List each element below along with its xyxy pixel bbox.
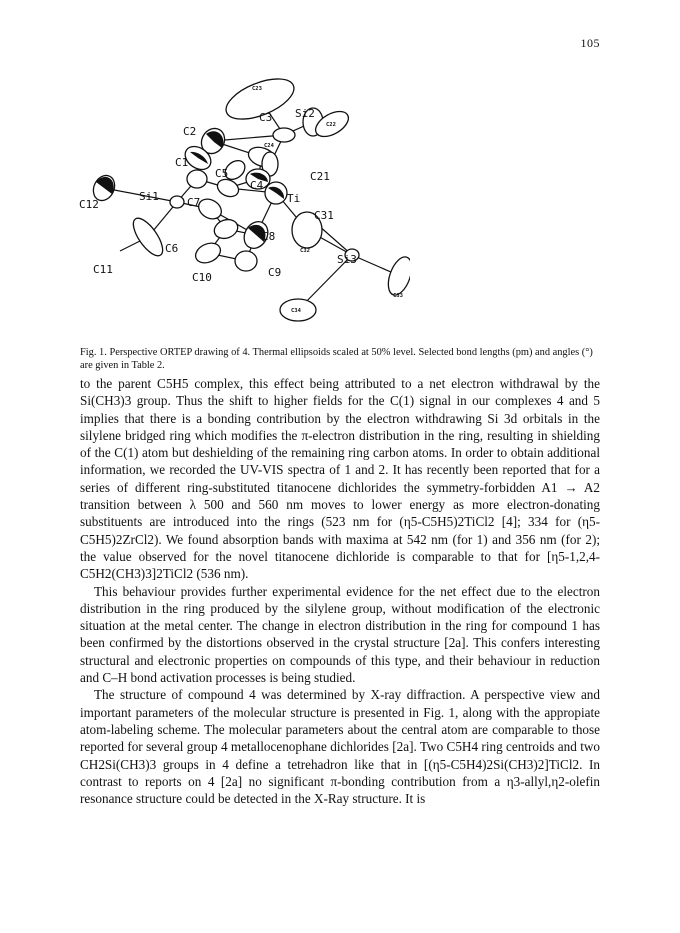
atom-label-c5: C5 [215, 167, 229, 180]
atom-label-c32: C32 [300, 248, 310, 254]
atom-label-c23: C23 [252, 86, 262, 92]
atom-label-c22: C22 [326, 122, 336, 128]
atom-label-si1: Si1 [139, 190, 159, 203]
figure-caption: Fig. 1. Perspective ORTEP drawing of 4. Thermal ellipsoids scaled at 50% level. Selected bond lengths (pm) and angles (°) are given in Table 2. [80, 347, 593, 371]
atom-label-c33: C33 [393, 293, 403, 299]
atom-label-c6: C6 [165, 242, 179, 255]
paragraph: The structure of compound 4 was determined by X-ray diffraction. A perspective view and important parameters of the molecular structure is presented in Fig. 1, along with the appropiate atom-labeling scheme. The molecular parameters about the central atom are comparable to those reported for several group 4 metallocenophane dichlorides [2a]. Two C5H4 ring centroids and two CH2Si(CH3)3 groups in 4 define a tetrehadron like that in [(η5-C5H4)2Si(CH3)2]TiCl2. In contrast to reports on 4 [2a] no significant π-bonding contribution from a η3-allyl,η2-olefin resonance structure could be detected in the X-Ray structure. It is [80, 687, 600, 807]
paragraph: to the parent C5H5 complex, this effect being attributed to a net electron withdrawal by the Si(CH3)3 group. Thus the shift to higher fields for the C(1) signal in our complexes 4 and 5 implies that there is a bonding contribution by the electron withdrawing Si 3d orbitals in the silylene bridged ring which modifies the π-electron distribution in the ring, resulting in shielding of the C(1) atom but deshielding of the remaining ring carbon atoms. In order to obtain additional information, we recorded the UV-VIS spectra of 1 and 2. It has recently been reported that for a series of different ring-substituted titanocene dichlorides the symmetry-forbidden A1 → A2 transition between λ 500 and 560 nm moves to lower energy as more electron-donating substituents are introduced into the rings (523 nm for (η5-C5H5)2TiCl2 [4]; 334 for (η5-C5H5)2ZrCl2). We found absorption bands with maxima at 542 nm (for 1) and 356 nm (for 2); the value observed for the novel titanocene dichloride is comparable to that for [η5-1,2,4-C5H2(CH3)3]2TiCl2 (536 nm). [80, 376, 600, 582]
atom-label-c2: C2 [183, 125, 197, 138]
atom-label-c11: C11 [93, 263, 113, 276]
atom-label-c21: C21 [310, 170, 330, 183]
atom-label-c9: C9 [268, 266, 282, 279]
atom-label-ti: Ti [287, 192, 301, 205]
atom-label-c12: C12 [79, 198, 99, 211]
atom-label-c4: C4 [250, 179, 264, 192]
atom-label-c31: C31 [314, 209, 334, 222]
atom-label-c3: C3 [259, 111, 273, 124]
body-text [80, 375, 600, 807]
atom-label-c34: C34 [291, 308, 301, 314]
atom-label-c24: C24 [264, 143, 274, 149]
atom-label-c10: C10 [192, 271, 212, 284]
page-number: 105 [580, 36, 600, 50]
ortep-figure [70, 62, 410, 342]
ortep-drawing [70, 62, 410, 342]
atom-label-c1: C1 [175, 156, 189, 169]
atom-label-c8: C8 [262, 230, 276, 243]
atom-label-si2: Si2 [295, 107, 315, 120]
atom-label-c7: C7 [187, 196, 201, 209]
paragraph: This behaviour provides further experimental evidence for the net effect due to the electron distribution in the ring produced by the silylene group, without modification of the electronic situation at the metal center. The change in electron distribution in the ring for compound 1 has been confirmed by the distortions observed in the crystal structure [2a]. This confers interesting structural and electronic properties on compounds of this type, and their behaviour in reduction and C–H bond activation processes is being studied. [80, 583, 600, 686]
atom-label-si3: Si3 [337, 253, 357, 266]
